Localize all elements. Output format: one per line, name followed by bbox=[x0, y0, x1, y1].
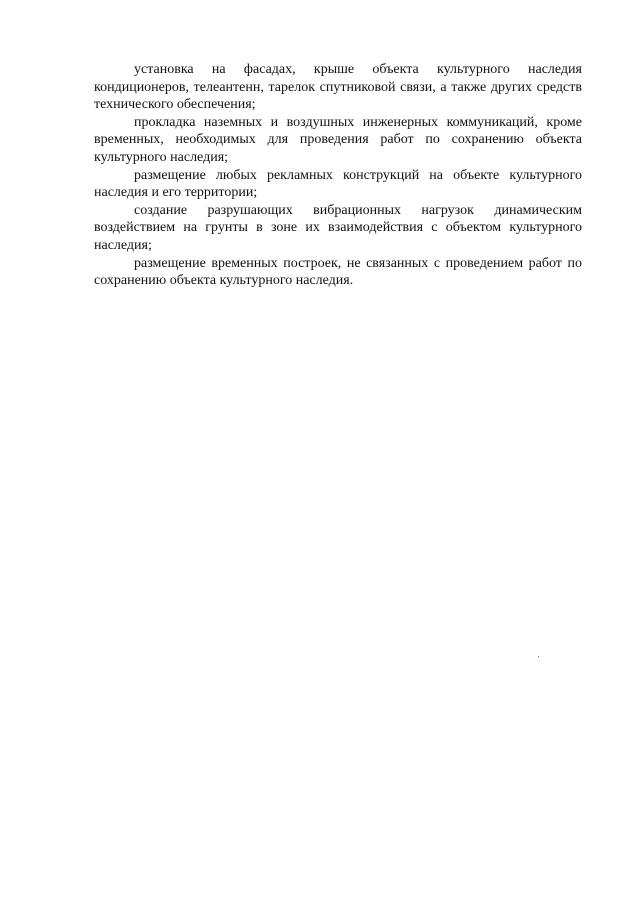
scan-speck bbox=[538, 656, 539, 657]
document-body bbox=[94, 61, 582, 290]
paragraph-3: размещение любых рекламных конструкций на объекте культурного наследия и его территории; bbox=[94, 167, 582, 201]
paragraph-1: установка на фасадах, крыше объекта культурного наследия кондиционеров, телеантенн, тарелок спутниковой связи, а также других средств технического обеспечения; bbox=[94, 62, 582, 113]
paragraph-4: создание разрушающих вибрационных нагрузок динамическим воздействием на грунты в зоне их взаимодействия с объектом культурного наследия; bbox=[94, 202, 582, 253]
paragraph-5: размещение временных построек, не связанных с проведением работ по сохранению объекта культурного наследия. bbox=[94, 255, 582, 289]
paragraph-2: прокладка наземных и воздушных инженерных коммуникаций, кроме временных, необходимых для проведения работ по сохранению объекта культурного наследия; bbox=[94, 114, 582, 165]
